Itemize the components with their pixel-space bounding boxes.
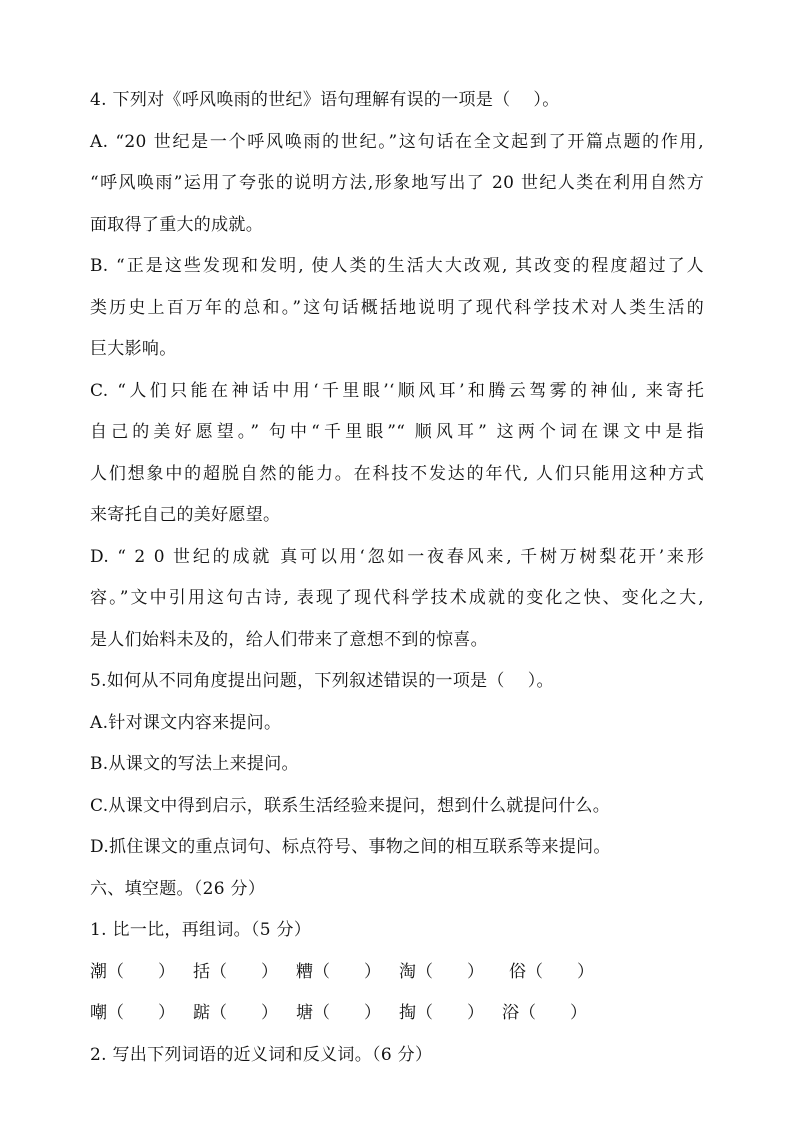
word-compare-cell: 塘（ ） [296,1003,381,1023]
question-5-option-b: B.从课文的写法上来提问。 [90,754,299,774]
section-6-question-1-stem: 1. 比一比，再组词。（5 分） [90,920,312,940]
word-compare-cell: 浴（ ） [502,1003,587,1023]
word-compare-cell: 糟（ ） [296,961,381,982]
document-page [90,80,710,1076]
question-4-option-b-line-3: 巨大影响。 [90,339,177,359]
question-4-option-a-line-1: A. “20 世纪是一个呼风唤雨的世纪。”这句话在全文起到了开篇点题的作用, [90,131,704,152]
question-4-option-c-line-3: 人们想象中的超脱自然的能力。在科技不发达的年代, 人们只能用这种方式 [90,463,704,484]
question-4-option-c-line-2: 自己的美好愿望。” 句中“千里眼”“ 顺风耳” 这两个词在课文中是指 [90,422,704,442]
question-4-option-c-line-4: 来寄托自己的美好愿望。 [90,505,281,525]
question-4-option-a-line-3: 面取得了重大的成就。 [90,214,263,235]
word-compare-cell: 潮（ ） [90,961,175,982]
word-compare-cell: 淘（ ） [399,961,484,982]
section-6-question-2-stem: 2. 写出下列词语的近义词和反义词。（6 分） [90,1044,433,1065]
question-4-stem: 4. 下列对《呼风唤雨的世纪》语句理解有误的一项是（ ）。 [90,90,560,110]
section-6-heading: 六、填空题。（26 分） [90,878,266,899]
word-compare-cell: 踮（ ） [193,1003,278,1023]
word-compare-cell: 括（ ） [193,961,278,982]
question-4-option-d-line-1: D. “ 2 0 世纪的成就 真可以用‘忽如一夜春风来, 千树万树梨花开’来形 [90,546,704,567]
word-compare-cell: 嘲（ ） [90,1003,175,1023]
word-compare-cell: 俗（ ） [509,961,594,982]
question-5-option-d: D.抓住课文的重点词句、标点符号、事物之间的相互联系等来提问。 [90,837,611,857]
question-4-option-d-line-2: 容。”文中引用这句古诗, 表现了现代科学技术成就的变化之快、变化之大, [90,588,704,608]
word-compare-row-1 [90,952,710,994]
word-compare-cell: 掏（ ） [399,1003,484,1023]
question-4-option-a-line-2: “呼风唤雨”运用了夸张的说明方法,形象地写出了 20 世纪人类在利用自然方 [90,173,704,193]
question-5-option-c: C.从课文中得到启示，联系生活经验来提问，想到什么就提问什么。 [90,795,611,816]
question-5-option-a: A.针对课文内容来提问。 [90,712,282,733]
question-4-option-d-line-3: 是人们始料未及的，给人们带来了意想不到的惊喜。 [90,629,488,650]
word-compare-row-2 [90,993,710,1035]
question-4-option-b-line-1: B. “正是这些发现和发明, 使人类的生活大大改观, 其改变的程度超过了人 [90,256,704,276]
question-5-stem: 5.如何从不同角度提出问题，下列叙述错误的一项是（ ）。 [90,671,554,691]
question-4-option-c-line-1: C. “人们只能在神话中用‘千里眼’‘顺风耳’和腾云驾雾的神仙, 来寄托 [90,380,704,401]
question-4-option-b-line-2: 类历史上百万年的总和。”这句话概括地说明了现代科学技术对人类生活的 [90,297,704,318]
